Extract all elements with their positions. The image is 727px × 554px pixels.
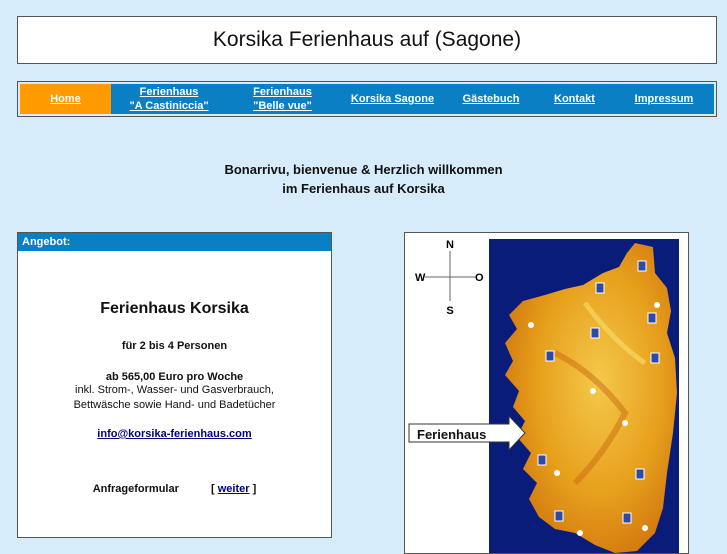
- corsica-map: [404, 232, 689, 554]
- nav-gaestebuch[interactable]: Gästebuch: [462, 93, 520, 105]
- site-title: Korsika Ferienhaus auf (Sagone): [212, 28, 522, 51]
- nav-ferienhaus-belle-vue[interactable]: Ferienhaus "Belle vue": [253, 86, 312, 112]
- welcome-text: [0, 160, 727, 198]
- bracket-close: ]: [252, 483, 257, 495]
- nav-home[interactable]: Home: [20, 84, 111, 114]
- nav-ferienhaus-a-castiniccia[interactable]: Ferienhaus "A Castiniccia": [129, 86, 209, 112]
- offer-header: Angebot:: [18, 233, 331, 251]
- bracket-open: [: [211, 483, 215, 495]
- map-graphic: [405, 233, 688, 553]
- email-link[interactable]: info@korsika-ferienhaus.com: [97, 428, 252, 440]
- compass-o: O: [475, 272, 484, 284]
- offer-title: Ferienhaus Korsika: [100, 300, 249, 317]
- compass-s: S: [446, 305, 454, 317]
- main-nav: [20, 84, 714, 114]
- offer-persons: für 2 bis 4 Personen: [121, 340, 228, 352]
- nav-impressum[interactable]: Impressum: [634, 93, 694, 105]
- site-header: [17, 16, 717, 64]
- offer-included-1: inkl. Strom-, Wasser- und Gasverbrauch,: [75, 384, 274, 396]
- compass-n: N: [446, 239, 454, 251]
- ferienhaus-marker-label: Ferienhaus: [417, 427, 487, 442]
- nav-kontakt[interactable]: Kontakt: [554, 93, 595, 105]
- offer-panel: [17, 232, 332, 538]
- offer-included-2: Bettwäsche sowie Hand- und Badetücher: [73, 399, 276, 411]
- request-form-link[interactable]: weiter: [217, 483, 250, 495]
- welcome-line-2: im Ferienhaus auf Korsika: [282, 181, 445, 196]
- offer-body: [18, 300, 331, 495]
- offer-price: ab 565,00 Euro pro Woche: [105, 371, 244, 383]
- compass-icon: [415, 239, 484, 317]
- welcome-line-1: Bonarrivu, bienvenue & Herzlich willkommen: [224, 162, 503, 177]
- request-form-label: Anfrageformular: [92, 483, 179, 495]
- nav-bar-frame: [17, 81, 717, 117]
- request-form-row: [18, 483, 331, 495]
- compass-w: W: [415, 272, 426, 284]
- nav-korsika-sagone[interactable]: Korsika Sagone: [350, 93, 435, 105]
